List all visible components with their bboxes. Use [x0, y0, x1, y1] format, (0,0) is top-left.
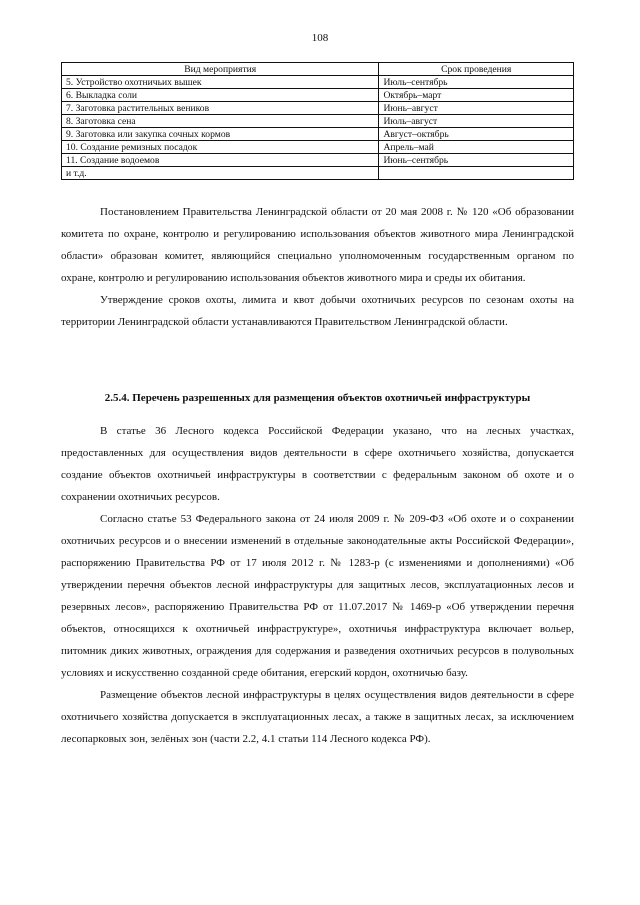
activity-cell: 8. Заготовка сена	[62, 115, 379, 128]
table-row	[62, 128, 574, 141]
period-cell: Август–октябрь	[379, 128, 574, 141]
table-row	[62, 141, 574, 154]
table-row	[62, 167, 574, 180]
page-number: 108	[311, 32, 329, 44]
table-row	[62, 76, 574, 89]
body-text-top	[61, 201, 574, 333]
period-cell: Апрель–май	[379, 141, 574, 154]
activity-cell: 7. Заготовка растительных веников	[62, 102, 379, 115]
period-cell: Июль–сентябрь	[379, 76, 574, 89]
paragraph: Размещение объектов лесной инфраструктуры в целях осуществления видов деятельности в сфере охотничьего хозяйства допускается в эксплуатационных лесах, а также в защитных лесах, за исключением лесопарковых зон, зелёных зон (части 2.2, 4.1 статьи 114 Лесного кодекса РФ).	[61, 689, 574, 745]
paragraph: Утверждение сроков охоты, лимита и квот добычи охотничьих ресурсов по сезонам охоты на территории Ленинградской области устанавливаются Правительством Ленинградской области.	[61, 294, 574, 328]
period-cell: Октябрь–март	[379, 89, 574, 102]
paragraph: Постановлением Правительства Ленинградской области от 20 мая 2008 г. № 120 «Об образовании комитета по охране, контролю и регулированию использования объектов животного мира Ленинградской области» образован комитет, являющийся специально уполномоченным государственным органом по охране, контролю и регулированию использования объектов животного мира и среды их обитания.	[61, 206, 574, 284]
period-cell	[379, 167, 574, 180]
paragraph: Согласно статье 53 Федерального закона от 24 июля 2009 г. № 209-ФЗ «Об охоте и о сохранении охотничьих ресурсов и о внесении изменений в отдельные законодательные акты Российской Федерации», распоряжению Правительства РФ от 17 июля 2012 г. № 1283-р (с изменениями и дополнениями) «Об утверждении перечня объектов лесной инфраструктуры для защитных лесов, эксплуатационных лесов и резервных лесов», распоряжению Правительства РФ от 11.07.2017 № 1469-р «Об утверждении перечня объектов, относящихся к охотничьей инфраструктуре», охотничья инфраструктура включает вольер, питомник диких животных, ограждения для содержания и разведения охотничьих ресурсов в полувольных условиях и искусственно созданной среде обитания, егерский кордон, охотничью базу.	[61, 513, 574, 679]
activity-cell: 5. Устройство охотничьих вышек	[62, 76, 379, 89]
table-header-row	[62, 63, 574, 76]
activity-cell: 6. Выкладка соли	[62, 89, 379, 102]
activity-cell: и т.д.	[62, 167, 379, 180]
activities-table	[61, 62, 574, 180]
table-row	[62, 115, 574, 128]
section-heading: 2.5.4. Перечень разрешенных для размещения объектов охотничьей инфраструктуры	[104, 392, 531, 404]
column-header-period: Срок проведения	[379, 63, 574, 76]
activity-cell: 10. Создание ремизных посадок	[62, 141, 379, 154]
activity-cell: 9. Заготовка или закупка сочных кормов	[62, 128, 379, 141]
body-text-bottom	[61, 420, 574, 750]
table-row	[62, 89, 574, 102]
table-row	[62, 102, 574, 115]
table-row	[62, 154, 574, 167]
column-header-activity: Вид мероприятия	[62, 63, 379, 76]
period-cell: Июнь–сентябрь	[379, 154, 574, 167]
period-cell: Июль–август	[379, 115, 574, 128]
paragraph: В статье 36 Лесного кодекса Российской Федерации указано, что на лесных участках, предоставленных для осуществления видов деятельности в сфере охотничьего хозяйства, допускается создание объектов охотничьей инфраструктуры в соответствии с федеральным законом об охоте и о сохранении охотничьих ресурсов.	[61, 425, 574, 503]
period-cell: Июнь–август	[379, 102, 574, 115]
activity-cell: 11. Создание водоемов	[62, 154, 379, 167]
